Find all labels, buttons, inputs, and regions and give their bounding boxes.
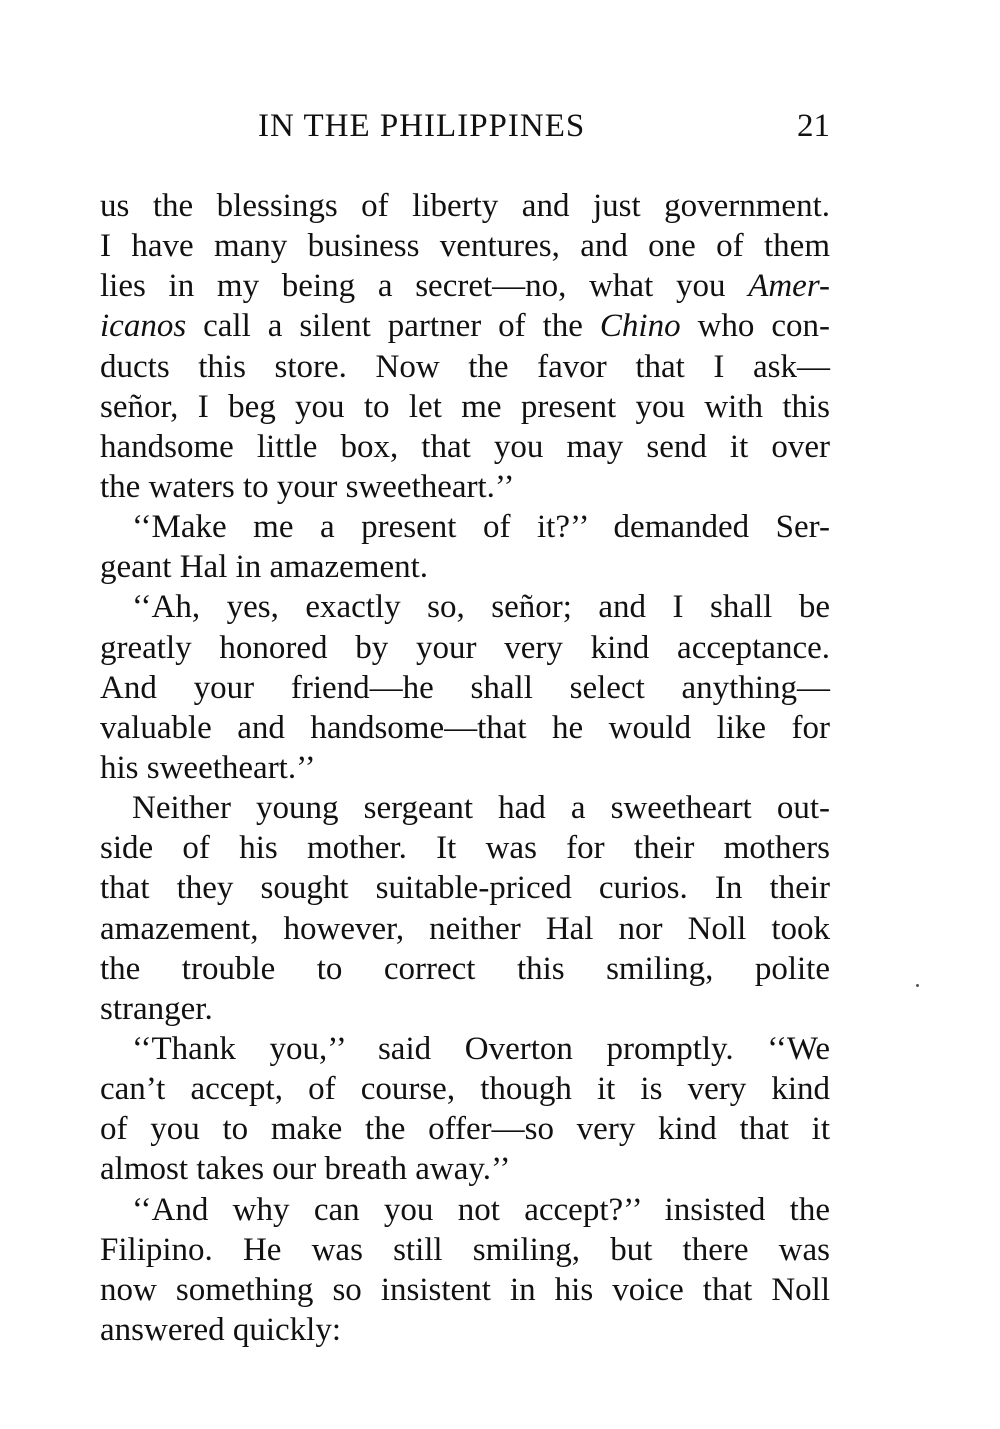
text-line: ‘‘Thank you,’’ said Overton promptly. ‘‘We [132,1030,830,1067]
text-line: lies in my being a secret—no, what you Amer- [100,268,830,305]
text-line: answered quickly: [100,1311,342,1348]
text-line: handsome little box, that you may send it over [100,428,830,465]
running-head [100,104,830,148]
text-line: ducts this store. Now the favor that I ask— [100,348,830,385]
text-line: the trouble to correct this smiling, polite [100,950,830,987]
text-line: geant Hal in amazement. [100,549,429,586]
body-text [100,186,830,1350]
text-line: And your friend—he shall select anything— [100,669,830,706]
page-number: 21 [797,108,830,144]
text-line: Neither young sergeant had a sweetheart out- [132,790,830,827]
running-title: IN THE PHILIPPINES [258,108,586,144]
text-line: can’t accept, of course, though it is very kind [100,1071,830,1108]
text-line: stranger. [100,990,213,1027]
text-line: the waters to your sweetheart.’’ [100,468,515,505]
text-line: that they sought suitable-priced curios. In their [100,870,830,907]
text-line: valuable and handsome—that he would like for [100,709,830,746]
text-line: señor, I beg you to let me present you with this [100,388,830,425]
text-line: almost takes our breath away.’’ [100,1151,511,1188]
text-line: of you to make the offer—so very kind that it [100,1111,830,1148]
text-line: us the blessings of liberty and just government. [100,188,830,224]
text-line: icanos call a silent partner of the Chino who con- [100,308,830,345]
text-line: I have many business ventures, and one of them [100,228,830,265]
text-line: his sweetheart.’’ [100,749,316,786]
text-line: ‘‘Ah, yes, exactly so, señor; and I shall be [132,589,830,626]
text-line: amazement, however, neither Hal nor Noll took [100,910,830,947]
ink-speck [916,984,919,987]
text-line: greatly honored by your very kind acceptance. [100,629,830,666]
text-line: now something so insistent in his voice that Noll [100,1271,830,1308]
text-line: side of his mother. It was for their mothers [100,830,830,867]
text-line: Filipino. He was still smiling, but there was [100,1231,830,1268]
text-line: ‘‘Make me a present of it?’’ demanded Ser- [132,509,830,546]
text-line: ‘‘And why can you not accept?’’ insisted the [132,1191,830,1228]
